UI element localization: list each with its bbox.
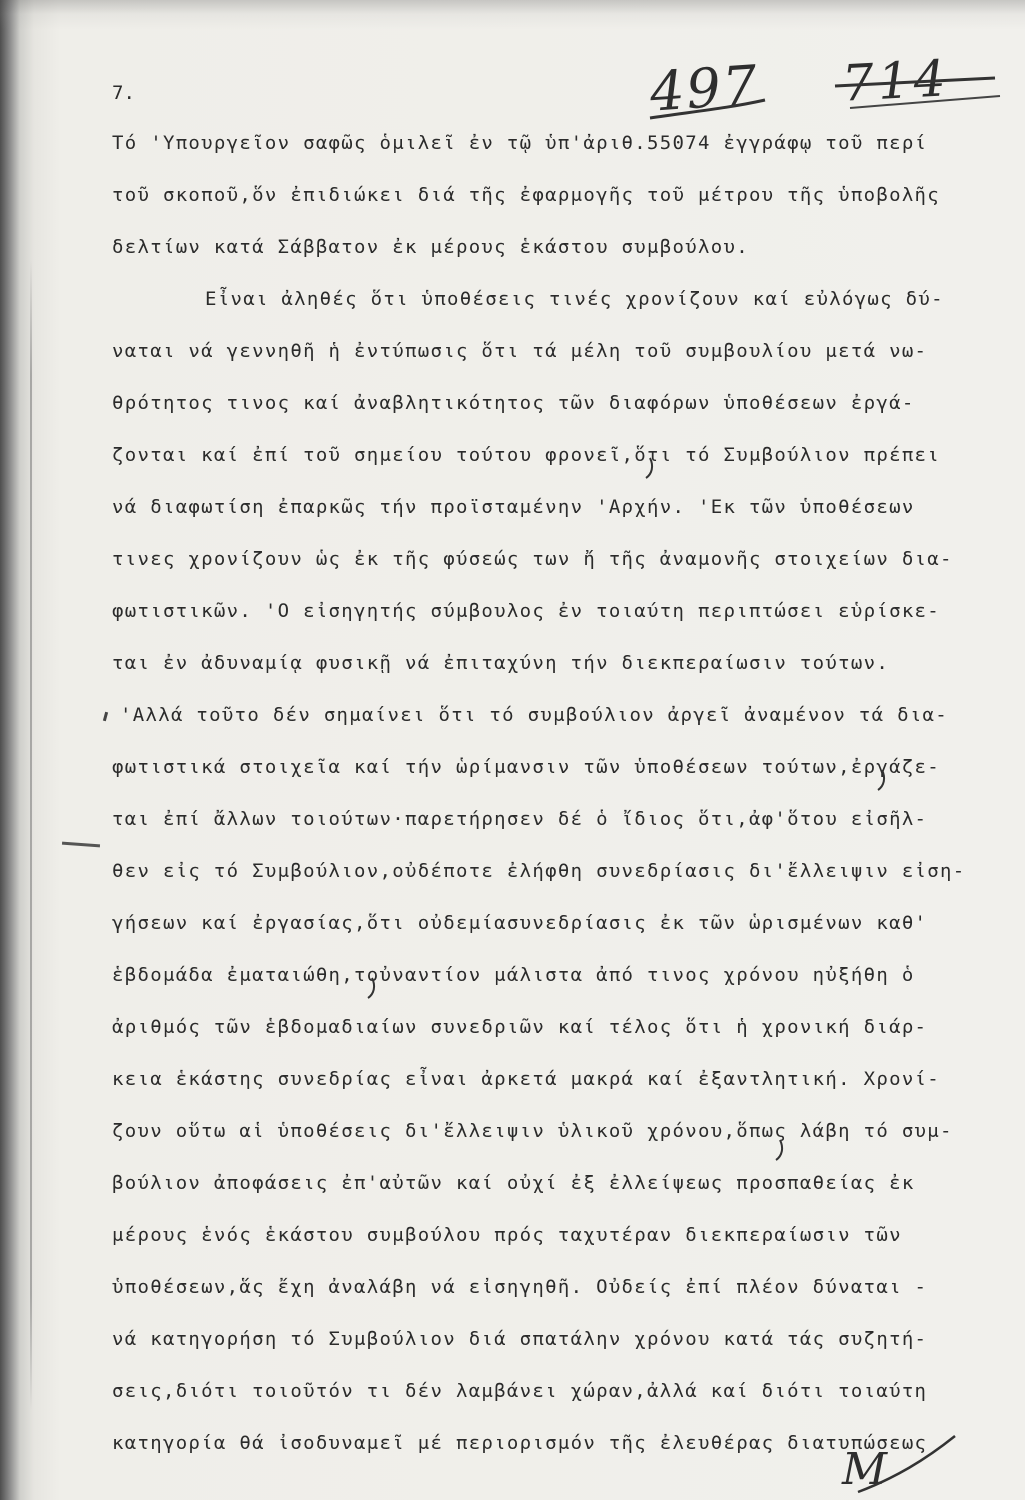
handwritten-note-2: 714 <box>840 49 951 113</box>
text-line: νά διαφωτίση ἐπαρκῶς τήν προϊσταμένην 'Αρχήν. 'Εκ τῶν ὑποθέσεων <box>112 496 915 518</box>
text-line: ζουν οὕτω αἱ ὑποθέσεις δι'ἔλλειψιν ὑλικοῦ χρόνου,ὅπως λάβη τό συμ- <box>112 1120 953 1142</box>
text-line: ναται νά γεννηθῆ ἡ ἐντύπωσις ὅτι τά μέλη τοῦ συμβουλίου μετά νω- <box>112 340 928 362</box>
text-line: ζονται καί ἐπί τοῦ σημείου τούτου φρονεῖ,ὅτι τό Συμβούλιον πρέπει <box>112 444 941 466</box>
handwritten-note-1: 497 <box>647 53 762 124</box>
text-line: ται ἐν ἀδυναμίᾳ φυσικῇ νά ἐπιταχύνη τήν διεκπεραίωσιν τούτων. <box>112 652 890 674</box>
text-line: σεις,διότι τοιοῦτόν τι δέν λαμβάνει χώραν,ἀλλά καί διότι τοιαύτη <box>112 1380 928 1402</box>
text-line: φωτιστικῶν. 'Ο εἰσηγητής σύμβουλος ἐν τοιαύτη περιπτώσει εὑρίσκε- <box>112 600 941 622</box>
text-line: μέρους ἑνός ἑκάστου συμβούλου πρός ταχυτέραν διεκπεραίωσιν τῶν <box>112 1224 902 1246</box>
text-line: δελτίων κατά Σάββατον ἐκ μέρους ἑκάστου συμβούλου. <box>112 236 749 258</box>
text-line: θεν εἰς τό Συμβούλιον,οὐδέποτε ἐλήφθη συνεδρίασις δι'ἔλλειψιν εἰση- <box>112 860 966 882</box>
page-number: 7. <box>112 82 135 104</box>
text-line: βούλιον ἀποφάσεις ἐπ'αὐτῶν καί οὐχί ἐξ ἐλλείψεως προσπαθείας ἐκ <box>112 1172 915 1194</box>
document-body <box>112 117 1007 1477</box>
text-line: νά κατηγορήση τό Συμβούλιον διά σπατάλην χρόνου κατά τάς συζητή- <box>112 1328 928 1350</box>
text-line: ἑβδομάδα ἐματαιώθη,τοὐναντίον μάλιστα ἀπό τινος χρόνου ηὐξήθη ὁ <box>112 964 915 986</box>
text-line: τινες χρονίζουν ὡς ἐκ τῆς φύσεώς των ἤ τῆς ἀναμονῆς στοιχείων δια- <box>112 548 953 570</box>
handwritten-signature: M <box>842 1444 888 1495</box>
text-line: ἀριθμός τῶν ἑβδομαδιαίων συνεδριῶν καί τέλος ὅτι ἡ χρονική διάρ- <box>112 1016 928 1038</box>
text-line: 'Αλλά τοῦτο δέν σημαίνει ὅτι τό συμβούλιον ἀργεῖ ἀναμένον τά δια- <box>120 704 949 726</box>
text-line: θρότητος τινος καί ἀναβλητικότητος τῶν διαφόρων ὑποθέσεων ἐργά- <box>112 392 915 414</box>
text-line: Τό 'Υπουργεῖον σαφῶς ὁμιλεῖ ἐν τῷ ὑπ'ἀριθ.55074 ἐγγράφῳ τοῦ περί <box>112 132 928 154</box>
text-line: ται ἐπί ἄλλων τοιούτων·παρετήρησεν δέ ὁ ἴδιος ὅτι,ἀφ'ὅτου εἰσῆλ- <box>112 808 928 830</box>
margin-dash-mark <box>62 842 100 848</box>
text-line: κατηγορία θά ἰσοδυναμεῖ μέ περιορισμόν τῆς ἐλευθέρας διατυπώσεως <box>112 1432 928 1454</box>
text-line: κεια ἑκάστης συνεδρίας εἶναι ἀρκετά μακρά καί ἐξαντλητική. Χρονί- <box>112 1068 941 1090</box>
text-line: ὑποθέσεων,ἅς ἔχη ἀναλάβη νά εἰσηγηθῆ. Οὐδείς ἐπί πλέον δύναται - <box>112 1276 928 1298</box>
scan-edge-line <box>30 260 32 1410</box>
text-line: τοῦ σκοποῦ,ὅν ἐπιδιώκει διά τῆς ἐφαρμογῆς τοῦ μέτρου τῆς ὑποβολῆς <box>112 184 941 206</box>
text-line: Εἶναι ἀληθές ὅτι ὑποθέσεις τινές χρονίζουν καί εὐλόγως δύ- <box>205 288 944 310</box>
text-line: φωτιστικά στοιχεῖα καί τήν ὡρίμανσιν τῶν ὑποθέσεων τούτων,ἐργάζε- <box>112 756 941 778</box>
margin-tick-mark <box>103 712 108 721</box>
text-line: γήσεων καί ἐργασίας,ὅτι οὐδεμίασυνεδρίασις ἐκ τῶν ὡρισμένων καθ' <box>112 912 928 934</box>
